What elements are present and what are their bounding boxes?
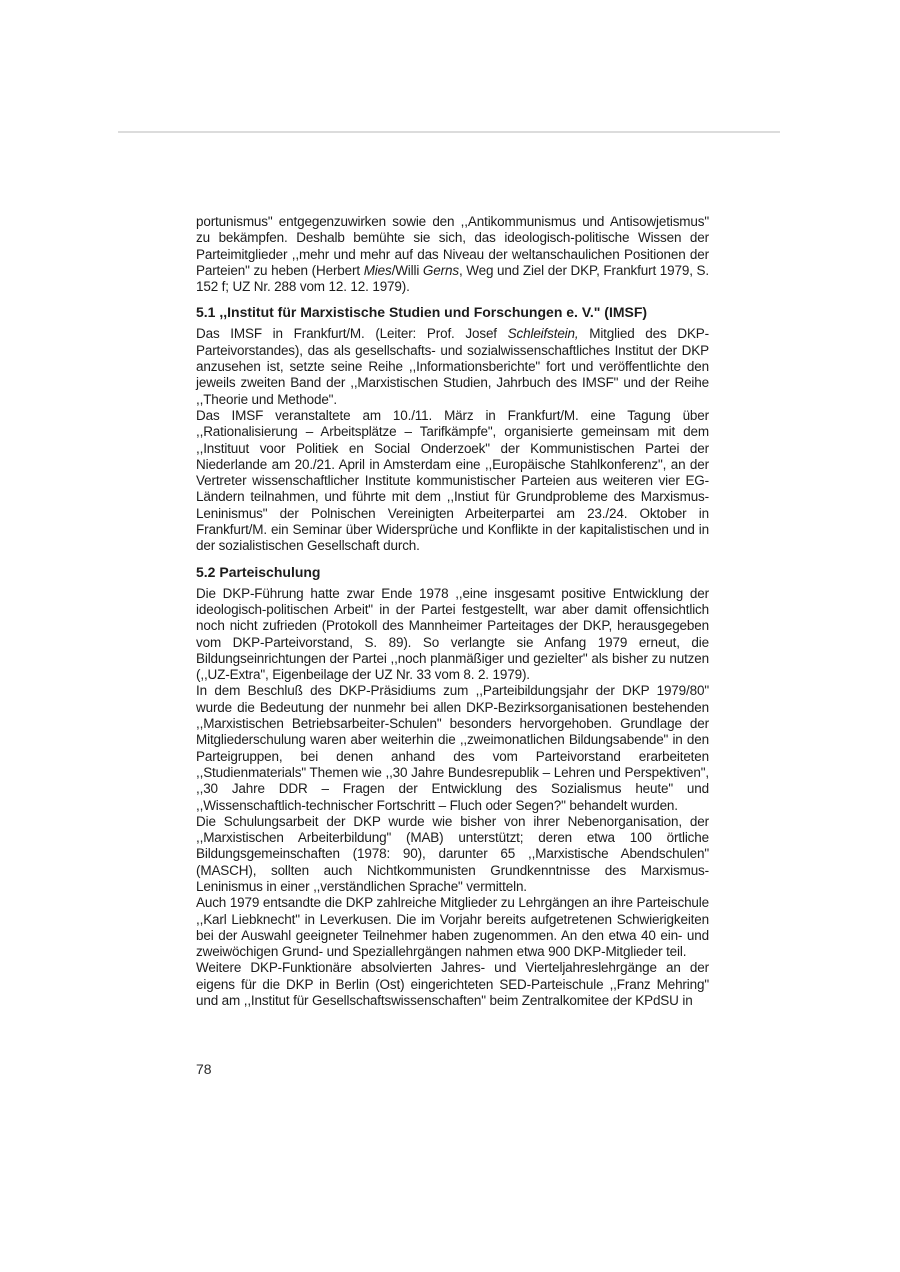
top-rule — [118, 131, 780, 133]
name-schleifstein: Schleifstein, — [507, 326, 579, 342]
page-number: 78 — [196, 1061, 212, 1077]
section-5-1-heading: 5.1 ,,Institut für Marxistische Studien und Forschungen e. V." (IMSF) — [196, 304, 648, 321]
p1-text: Das IMSF in Frankfurt/M. (Leiter: Prof. Josef — [196, 326, 508, 342]
section-5-2-paragraph-3: Die Schulungsarbeit der DKP wurde wie bisher von ihrer Nebenorganisation, der ,,Marxistischen Arbeiterbildung" (MAB) unterstützt; deren etwa 100 örtliche Bildungsgemeinschaften (1978: 90), darunter 65 ,,Marxistische Abendschulen" (MASCH), sollten auch Nichtkommunisten Grundkenntnisse des Marxismus-Leninismus in einer ,,verständlichen Sprache" vermitteln. — [196, 813, 709, 894]
page-body — [196, 214, 709, 1009]
intro-paragraph — [196, 214, 709, 295]
intro-text-after: , Weg und Ziel der DKP, Frankfurt 1979, S. 152 f; UZ Nr. 288 vom 12. 12. 1979). — [196, 262, 709, 295]
author-mies: Mies — [363, 262, 392, 278]
section-5-2-paragraph-4: Auch 1979 entsandte die DKP zahlreiche Mitglieder zu Lehrgängen an ihre Parteischule ,,Karl Liebknecht" in Leverkusen. Die im Vorjahr bereits aufgetretenen Schwierigkeiten bei der Auswahl geeigneter Teilnehmer haben zugenommen. An den etwa 40 ein- und zweiwöchigen Grund- und Speziallehrgängen nahmen etwa 900 DKP-Mitglieder teil. — [196, 895, 709, 960]
author-gerns: Gerns — [422, 262, 459, 278]
section-5-2-paragraph-1: Die DKP-Führung hatte zwar Ende 1978 ,,eine insgesamt positive Entwicklung der ideologisch-politischen Arbeit" in der Partei festgestellt, war aber damit offensichtlich noch nicht zufrieden (Protokoll des Mannheimer Parteitages der DKP, herausgegeben vom DKP-Parteivorstand, S. 89). So verlangte sie Anfang 1979 erneut, die Bildungseinrichtungen der Partei ,,noch planmäßiger und gezielter" als bisher zu nutzen (,,UZ-Extra", Eigenbeilage der UZ Nr. 33 vom 8. 2. 1979). — [196, 585, 709, 683]
p1-text-after: Mitglied des DKP-Parteivorstandes), das als gesellschafts- und sozialwissenschaftliches Institut der DKP anzusehen ist, setzte seine Reihe ,,Informationsberichte" fort und veröffentlichte den jeweils zweiten Band der ,,Marxistischen Studien, Jahrbuch des IMSF" und der Reihe ,,Theorie und Methode". — [196, 326, 710, 407]
section-5-2-paragraph-2: In dem Beschluß des DKP-Präsidiums zum ,,Parteibildungsjahr der DKP 1979/80" wurde die Bedeutung der nunmehr bei allen DKP-Bezirksorganisationen bestehenden ,,Marxistischen Betriebsarbeiter-Schulen" besonders hervorgehoben. Grundlage der Mitgliederschulung waren aber weiterhin die ,,zweimonatlichen Bildungsabende" in den Parteigruppen, bei denen anhand des vom Parteivorstand erarbeiteten ,,Studienmaterials" Themen wie ,,30 Jahre Bundesrepublik – Lehren und Perspektiven", ,,30 Jahre DDR – Fragen der Entwicklung des Sozialismus heute" und ,,Wissenschaftlich-technischer Fortschritt – Fluch oder Segen?" behandelt wurden. — [196, 683, 709, 813]
section-5-2-paragraph-5: Weitere DKP-Funktionäre absolvierten Jahres- und Vierteljahreslehrgänge an der eigens für die DKP in Berlin (Ost) eingerichteten SED-Parteischule ,,Franz Mehring" und am ,,Institut für Gesellschaftswissenschaften" beim Zentralkomitee der KPdSU in — [196, 960, 709, 1009]
intro-text-between: /Willi — [391, 262, 423, 278]
section-5-2-heading: 5.2 Parteischulung — [196, 563, 321, 580]
section-5-1-paragraph-2: Das IMSF veranstaltete am 10./11. März in Frankfurt/M. eine Tagung über ,,Rationalisierung – Arbeitsplätze – Tarifkämpfe", organisierte gemeinsam mit dem ,,Instituut voor Politiek en Social Onderzoek" der Kommunistischen Partei der Niederlande am 20./21. April in Amsterdam eine ,,Europäische Stahlkonferenz", an der Vertreter wissenschaftlicher Institute kommunistischer Parteien aus weiteren vier EG-Ländern teilnahmen, und führte mit dem ,,Instiut für Grundprobleme des Marxismus-Leninismus" der Polnischen Vereinigten Arbeiterpartei am 23./24. Oktober in Frankfurt/M. ein Seminar über Widersprüche und Konflikte in der kapitalistischen und in der sozialistischen Gesellschaft durch. — [196, 407, 709, 554]
intro-text: portunismus" entgegenzuwirken sowie den ,,Antikommunismus und Antisowjetismus" zu bekämpfen. Deshalb bemühte sie sich, das ideologisch-politische Wissen der Parteimitglieder ,,mehr und mehr auf das Niveau der weltanschaulichen Positionen der Parteien" zu heben (Herbert — [196, 214, 709, 278]
section-5-1-paragraph-1 — [196, 326, 709, 407]
